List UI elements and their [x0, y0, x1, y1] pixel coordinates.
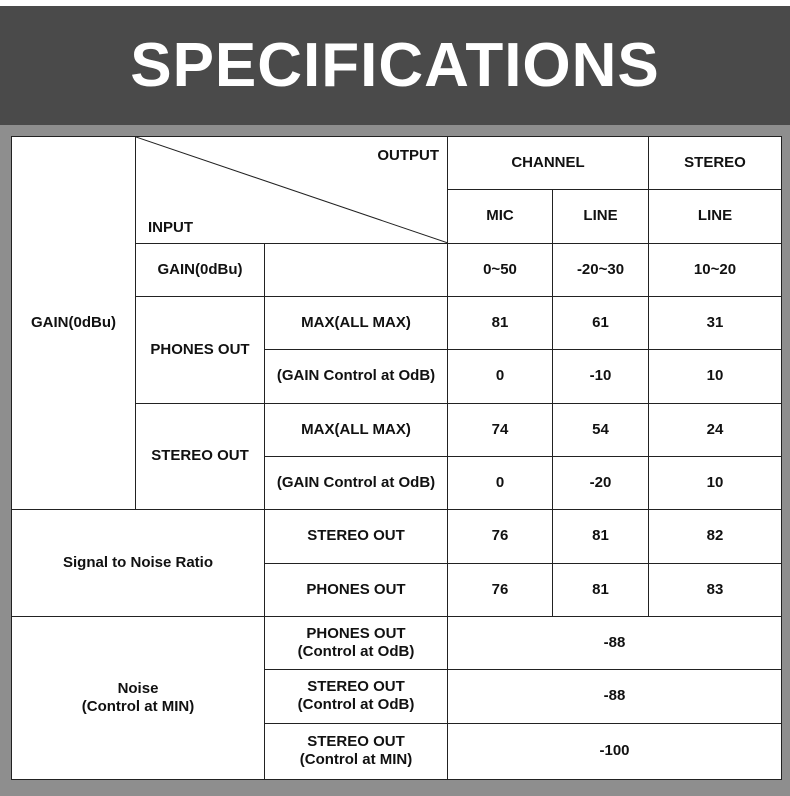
phones-max-stereo: 31	[649, 296, 782, 349]
phones-max-line: 61	[553, 296, 649, 349]
noise-row-value: -100	[448, 723, 782, 779]
stereo-gain0-label: (GAIN Control at OdB)	[265, 456, 448, 509]
noise-row-label	[265, 670, 448, 723]
phones-max-mic: 81	[448, 296, 553, 349]
snr-phones-out-line: 81	[553, 563, 649, 616]
stereo-line-header: LINE	[649, 190, 782, 243]
noise-row-label-line1: STEREO OUT	[307, 678, 405, 696]
noise-label-line1: Noise	[117, 679, 159, 697]
noise-row-label-line1: STEREO OUT	[307, 733, 405, 751]
snr-phones-out-label: PHONES OUT	[265, 563, 448, 616]
phones-gain0-line: -10	[553, 350, 649, 403]
stereo-out-label: STEREO OUT	[136, 403, 265, 510]
phones-gain0-stereo: 10	[649, 350, 782, 403]
stereo-max-stereo: 24	[649, 403, 782, 456]
phones-max-label: MAX(ALL MAX)	[265, 296, 448, 349]
noise-section-label	[12, 616, 265, 779]
mic-header: MIC	[448, 190, 553, 243]
stereo-max-line: 54	[553, 403, 649, 456]
stereo-gain0-mic: 0	[448, 456, 553, 509]
line-header: LINE	[553, 190, 649, 243]
gain-stereo-value: 10~20	[649, 243, 782, 296]
gain-row-label: GAIN(0dBu)	[136, 243, 265, 296]
snr-stereo-out-mic: 76	[448, 510, 553, 563]
phones-out-label: PHONES OUT	[136, 296, 265, 403]
noise-row-label-line2: (Control at OdB)	[297, 643, 415, 661]
noise-row-label-line1: PHONES OUT	[306, 625, 406, 643]
noise-row-value: -88	[448, 616, 782, 669]
gain-section-label: GAIN(0dBu)	[12, 137, 136, 510]
specifications-table	[11, 136, 782, 780]
snr-stereo-out-line: 81	[553, 510, 649, 563]
noise-label-line2: (Control at MIN)	[81, 697, 195, 715]
output-label: OUTPUT	[377, 147, 439, 164]
snr-section-label: Signal to Noise Ratio	[12, 510, 265, 617]
snr-phones-out-mic: 76	[448, 563, 553, 616]
channel-header: CHANNEL	[448, 137, 649, 190]
noise-row-label-line2: (Control at OdB)	[297, 696, 415, 714]
snr-phones-out-stereo: 83	[649, 563, 782, 616]
page-title: SPECIFICATIONS	[130, 31, 660, 100]
noise-row-label-line2: (Control at MIN)	[299, 751, 413, 769]
empty-cell	[265, 243, 448, 296]
snr-stereo-out-label: STEREO OUT	[265, 510, 448, 563]
gain-line-value: -20~30	[553, 243, 649, 296]
input-output-diagonal-header	[136, 137, 448, 244]
input-label: INPUT	[148, 218, 193, 236]
stereo-gain0-stereo: 10	[649, 456, 782, 509]
snr-stereo-out-stereo: 82	[649, 510, 782, 563]
phones-gain0-label: (GAIN Control at OdB)	[265, 350, 448, 403]
stereo-max-mic: 74	[448, 403, 553, 456]
noise-row-value: -88	[448, 670, 782, 723]
gain-mic-value: 0~50	[448, 243, 553, 296]
noise-row-label	[265, 723, 448, 779]
stereo-header: STEREO	[649, 137, 782, 190]
title-banner	[0, 6, 790, 125]
noise-row-label	[265, 616, 448, 669]
stereo-max-label: MAX(ALL MAX)	[265, 403, 448, 456]
phones-gain0-mic: 0	[448, 350, 553, 403]
stereo-gain0-line: -20	[553, 456, 649, 509]
